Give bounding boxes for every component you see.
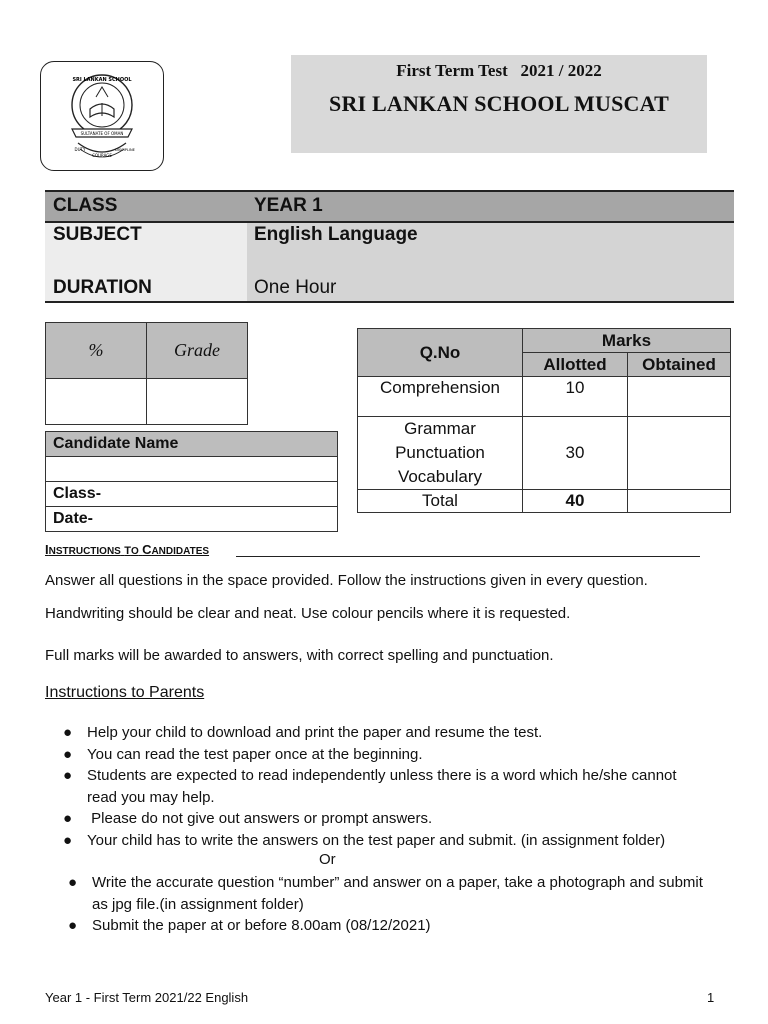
heading-rule: [236, 556, 700, 557]
percent-header: %: [46, 323, 147, 379]
candidate-name-label: Candidate Name: [46, 432, 338, 457]
instruction-paragraph-1: Answer all questions in the space provided. Follow the instructions given in every question.: [45, 572, 648, 589]
divider: [45, 301, 734, 303]
marks-header: Marks: [523, 329, 731, 353]
grammar-label: [358, 417, 523, 490]
duration-label: DURATION: [53, 277, 152, 298]
grammar-line: Grammar: [404, 419, 476, 438]
list-item: ● Submit the paper at or before 8.00am (08/12/2021): [92, 915, 732, 937]
svg-text:SRI LANKAN SCHOOL: SRI LANKAN SCHOOL: [72, 77, 132, 83]
total-obtained[interactable]: [628, 490, 731, 513]
svg-text:SULTANATE OF OMAN: SULTANATE OF OMAN: [80, 131, 124, 136]
instruction-paragraph-2: Handwriting should be clear and neat. Use colour pencils where it is requested.: [45, 605, 571, 622]
marks-table: [357, 328, 731, 513]
bullet-icon: ●: [63, 767, 73, 784]
bullet-icon: ●: [68, 917, 78, 934]
parents-list-1: [63, 722, 737, 851]
allotted-header: Allotted: [523, 353, 628, 377]
parents-list-2: [68, 872, 732, 937]
subject-label: SUBJECT: [53, 224, 142, 245]
list-item: ● You can read the test paper once at the beginning.: [87, 744, 737, 766]
list-item: ● Write the accurate question “number” and answer on a paper, take a photograph and submit as jpg file.(in assignment folder): [68, 874, 703, 913]
subject-duration-row: [45, 223, 734, 301]
list-item: ● Students are expected to read independently unless there is a word which he/she cannot read you may help.: [63, 767, 677, 806]
comprehension-allotted: 10: [523, 377, 628, 417]
candidates-instructions-heading: [45, 542, 209, 557]
footer-text: Year 1 - First Term 2021/22 English: [45, 990, 249, 1005]
instruction-paragraph-3: Full marks will be awarded to answers, with correct spelling and punctuation.: [45, 647, 554, 664]
svg-text:DUTY: DUTY: [74, 147, 86, 152]
list-item: ● Help your child to download and print the paper and resume the test.: [87, 722, 737, 744]
heading-text: INSTRUCTIONS TO CANDIDATES: [45, 542, 210, 557]
comprehension-label: Comprehension: [358, 377, 523, 417]
total-label: Total: [358, 490, 523, 513]
class-row: [45, 192, 734, 221]
candidate-name-field[interactable]: [46, 457, 338, 482]
vocabulary-line: Vocabulary: [397, 467, 483, 486]
term-title: First Term Test 2021 / 2022: [396, 61, 602, 80]
comprehension-obtained[interactable]: [628, 377, 731, 417]
grade-table: [45, 322, 248, 425]
svg-text:COURAGE: COURAGE: [92, 153, 112, 158]
subject-value: English Language: [254, 224, 418, 245]
grade-header: Grade: [147, 323, 248, 379]
class-label: CLASS: [53, 195, 118, 216]
grammar-obtained[interactable]: [628, 417, 731, 490]
candidate-table: [45, 431, 338, 532]
duration-value: One Hour: [254, 277, 337, 298]
or-text: Or: [319, 851, 336, 868]
class-field[interactable]: Class-: [46, 482, 338, 507]
bullet-icon: ●: [68, 874, 78, 891]
page-number: 1: [707, 990, 715, 1005]
bullet-icon: ●: [63, 810, 73, 827]
school-name: SRI LANKAN SCHOOL MUSCAT: [329, 91, 669, 116]
qno-header: Q.No: [358, 329, 523, 377]
total-allotted: 40: [523, 490, 628, 513]
list-item: ● Please do not give out answers or prompt answers.: [87, 808, 737, 830]
parents-instructions-heading: Instructions to Parents: [45, 684, 205, 701]
bullet-icon: ●: [63, 831, 73, 849]
percent-cell[interactable]: [46, 379, 147, 425]
obtained-header: Obtained: [628, 353, 731, 377]
school-logo-frame: [40, 61, 164, 171]
grade-cell[interactable]: [147, 379, 248, 425]
date-field[interactable]: Date-: [46, 507, 338, 532]
punctuation-line: Punctuation: [395, 443, 485, 462]
svg-text:DISCIPLINE: DISCIPLINE: [115, 148, 135, 152]
test-header: [291, 55, 707, 153]
class-value: YEAR 1: [254, 195, 323, 216]
grammar-allotted: 30: [523, 417, 628, 490]
bullet-icon: ●: [63, 745, 73, 763]
school-crest-icon: [50, 69, 154, 163]
bullet-icon: ●: [63, 724, 73, 741]
list-item: ● Your child has to write the answers on the test paper and submit. (in assignment folder): [87, 830, 737, 852]
